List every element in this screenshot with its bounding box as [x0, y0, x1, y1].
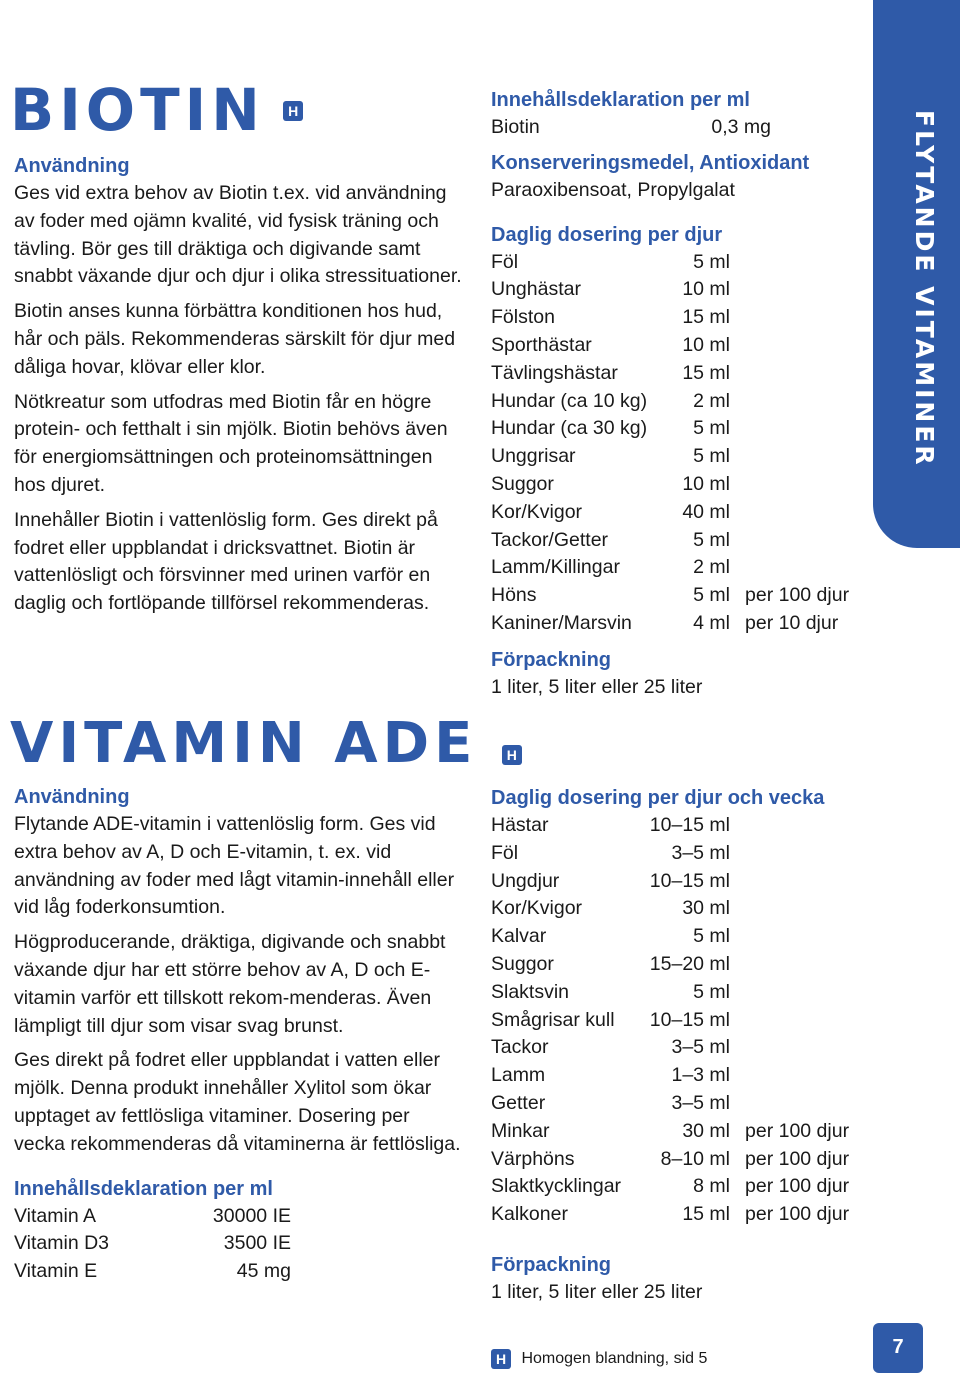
- row-name: Höns: [491, 584, 537, 607]
- table-row: [491, 610, 871, 638]
- page-number: 7: [873, 1323, 923, 1373]
- row-value: 45 mg: [236, 1260, 291, 1283]
- row-name: Ungdjur: [491, 869, 560, 892]
- table-row: [14, 1203, 464, 1231]
- ade-dosage-table: [491, 812, 871, 1229]
- ade-content-table: [14, 1203, 464, 1286]
- row-value: 15 ml: [682, 306, 730, 329]
- biotin-packing-heading: Förpackning: [491, 648, 612, 671]
- table-row: [491, 471, 871, 499]
- ade-details: [491, 784, 871, 1307]
- row-name: Unggrisar: [491, 445, 576, 468]
- biotin-packing-text: 1 liter, 5 liter eller 25 liter: [491, 675, 703, 698]
- row-name: Föl: [491, 250, 519, 273]
- row-value: 3500 IE: [223, 1232, 291, 1255]
- row-name: Minkar: [491, 1119, 550, 1142]
- row-name: Slaktkycklingar: [491, 1175, 622, 1198]
- row-value: 5 ml: [693, 250, 730, 273]
- row-name: Slaktsvin: [491, 980, 570, 1003]
- row-name: Kaniner/Marsvin: [491, 611, 632, 634]
- row-value: 5 ml: [693, 417, 730, 440]
- row-value: 30 ml: [682, 1119, 730, 1142]
- table-row: [491, 1118, 871, 1146]
- biotin-title-block: [10, 78, 303, 142]
- ade-dosage-heading: Daglig dosering per djur och vecka: [491, 787, 825, 809]
- ade-packing-text: 1 liter, 5 liter eller 25 liter: [491, 1280, 703, 1303]
- table-row: [491, 332, 871, 360]
- ade-paragraph: Flytande ADE-vitamin i vattenlöslig form. Ges vid extra behov av A, D och E-vitamin, t. ex. vid användning av foder med lågt vitamin-innehåll eller vid låg foderkonsumtion.: [14, 813, 455, 919]
- biotin-dosage-heading: Daglig dosering per djur: [491, 223, 723, 246]
- row-name: Kor/Kvigor: [491, 500, 583, 523]
- biotin-usage-section: [14, 152, 464, 618]
- table-row: [491, 923, 871, 951]
- table-row: [491, 840, 871, 868]
- row-name: Fölston: [491, 306, 555, 329]
- ade-paragraph: Högproducerande, dräktiga, digivande och snabbt växande djur har ett större behov av A, D och E-vitamin varför ett tillskott rekom-menderas. Även lämpligt till djur som visar svag brunst.: [14, 931, 446, 1037]
- row-name: Tackor: [491, 1036, 549, 1059]
- table-row: [14, 1230, 464, 1258]
- table-row: [491, 1034, 871, 1062]
- row-name: Lamm: [491, 1064, 546, 1087]
- biotin-preservative-heading: Konserveringsmedel, Antioxidant: [491, 151, 810, 174]
- row-value: 4 ml: [693, 611, 730, 634]
- table-row: [491, 895, 871, 923]
- biotin-paragraph: Biotin anses kunna förbättra konditionen hos hud, hår och päls. Rekommenderas särskilt för djur med dåliga hovar, klövar eller klor.: [14, 300, 456, 378]
- row-name: Suggor: [491, 472, 554, 495]
- biotin-paragraph: Ges vid extra behov av Biotin t.ex. vid användning av foder med ojämn kvalité, vid fysisk träning och tävling. Bör ges till dräktiga och digivande samt snabbt växande djur och djur i olika stressituationer.: [14, 182, 462, 288]
- sidebar-label: FLYTANDE VITAMINER: [910, 110, 939, 468]
- row-name: Föl: [491, 841, 519, 864]
- content-name: Biotin: [491, 116, 540, 138]
- row-extra: per 100 djur: [745, 1175, 850, 1198]
- row-value: 40 ml: [682, 500, 730, 523]
- row-value: 5 ml: [693, 925, 730, 948]
- table-row: [491, 868, 871, 896]
- biotin-paragraph: Innehåller Biotin i vattenlöslig form. Ges direkt på fodret eller uppblandat i dricksvattnet. Biotin är vattenlösligt och försvinner med urinen varför en daglig och fortlöpande tillförsel rekommenderas.: [14, 508, 438, 615]
- table-row: [14, 1258, 464, 1286]
- table-row: [491, 1007, 871, 1035]
- biotin-title: BIOTIN: [10, 76, 265, 144]
- row-name: Unghästar: [491, 278, 581, 301]
- row-value: 10 ml: [682, 472, 730, 495]
- row-name: Lamm/Killingar: [491, 556, 620, 579]
- row-extra: per 100 djur: [745, 1147, 850, 1170]
- ade-usage-section: [14, 783, 464, 1286]
- homogen-badge-icon: H: [491, 1349, 511, 1369]
- row-name: Kalvar: [491, 925, 547, 948]
- row-name: Smågrisar kull: [491, 1008, 615, 1031]
- ade-packing-heading: Förpackning: [491, 1253, 612, 1276]
- table-row: [491, 415, 871, 443]
- row-name: Suggor: [491, 952, 554, 975]
- ade-usage-heading: Användning: [14, 786, 130, 808]
- content-value: 0,3 mg: [711, 116, 771, 138]
- row-name: Getter: [491, 1091, 546, 1114]
- row-value: 10–15 ml: [649, 814, 730, 836]
- row-value: 1–3 ml: [671, 1064, 730, 1087]
- row-extra: per 100 djur: [745, 584, 850, 607]
- table-row: [491, 304, 871, 332]
- table-row: [491, 527, 871, 555]
- row-value: 10–15 ml: [649, 869, 730, 892]
- row-value: 5 ml: [693, 980, 730, 1003]
- row-name: Tackor/Getter: [491, 528, 609, 551]
- row-value: 15 ml: [682, 361, 730, 384]
- table-row: [491, 249, 871, 277]
- biotin-dosage-table: [491, 249, 871, 638]
- row-value: 8–10 ml: [660, 1147, 730, 1170]
- table-row: [491, 388, 871, 416]
- row-extra: per 100 djur: [745, 1203, 850, 1226]
- footnote: [491, 1349, 707, 1369]
- row-name: Vitamin A: [14, 1204, 97, 1227]
- row-value: 10 ml: [682, 333, 730, 356]
- row-name: Hundar (ca 10 kg): [491, 389, 648, 412]
- row-value: 10 ml: [682, 278, 730, 301]
- biotin-details: [491, 86, 871, 702]
- row-name: Sporthästar: [491, 333, 592, 356]
- row-name: Hundar (ca 30 kg): [491, 417, 648, 440]
- table-row: [491, 1173, 871, 1201]
- table-row: [491, 582, 871, 610]
- ade-paragraph: Ges direkt på fodret eller uppblandat i vatten eller mjölk. Denna produkt innehåller Xylitol som ökar upptaget av fettlösliga vitaminer. Dosering per vecka rekommenderas då vitaminerna är fettlösliga.: [14, 1049, 461, 1155]
- table-row: [491, 951, 871, 979]
- homogen-badge-icon: H: [502, 745, 522, 765]
- row-value: 3–5 ml: [671, 1091, 730, 1114]
- row-value: 30000 IE: [212, 1204, 291, 1227]
- biotin-paragraph: Nötkreatur som utfodras med Biotin får en högre protein- och fetthalt i sin mjölk. Biotin behövs även för energiomsättningen och proteinomsättningen hos djuret.: [14, 390, 448, 496]
- row-value: 3–5 ml: [671, 1036, 730, 1059]
- table-row: [491, 554, 871, 582]
- row-value: 15–20 ml: [649, 952, 730, 975]
- row-value: 10–15 ml: [649, 1008, 730, 1031]
- table-row: [491, 812, 871, 840]
- row-value: 2 ml: [693, 556, 730, 579]
- row-name: Vitamin E: [14, 1260, 98, 1283]
- row-value: 2 ml: [693, 389, 730, 412]
- row-value: 5 ml: [693, 584, 730, 607]
- row-name: Tävlingshästar: [491, 361, 618, 384]
- biotin-content-heading: Innehållsdeklaration per ml: [491, 89, 750, 111]
- ade-title: VITAMIN ADE: [10, 711, 478, 776]
- row-value: 5 ml: [693, 445, 730, 468]
- table-row: [491, 276, 871, 304]
- table-row: [491, 1146, 871, 1174]
- table-row: [491, 1090, 871, 1118]
- row-value: 30 ml: [682, 897, 730, 920]
- row-value: 5 ml: [693, 528, 730, 551]
- table-row: [491, 499, 871, 527]
- row-extra: per 10 djur: [745, 611, 839, 634]
- biotin-usage-heading: Användning: [14, 155, 130, 177]
- row-name: Vitamin D3: [14, 1232, 110, 1255]
- row-name: Värphöns: [491, 1147, 575, 1170]
- row-value: 8 ml: [693, 1175, 730, 1198]
- ade-content-heading: Innehållsdeklaration per ml: [14, 1177, 273, 1200]
- table-row: [491, 1201, 871, 1229]
- ade-title-block: [10, 712, 522, 776]
- row-name: Hästar: [491, 814, 549, 836]
- table-row: [491, 443, 871, 471]
- footnote-text: Homogen blandning, sid 5: [521, 1350, 708, 1367]
- row-name: Kor/Kvigor: [491, 897, 583, 920]
- row-name: Kalkoner: [491, 1203, 568, 1226]
- row-value: 15 ml: [682, 1203, 730, 1226]
- row-value: 3–5 ml: [671, 841, 730, 864]
- row-extra: per 100 djur: [745, 1119, 850, 1142]
- table-row: [491, 979, 871, 1007]
- biotin-content-row: [491, 114, 871, 142]
- homogen-badge-icon: H: [283, 101, 303, 121]
- biotin-preservative-text: Paraoxibensoat, Propylgalat: [491, 178, 735, 201]
- table-row: [491, 360, 871, 388]
- table-row: [491, 1062, 871, 1090]
